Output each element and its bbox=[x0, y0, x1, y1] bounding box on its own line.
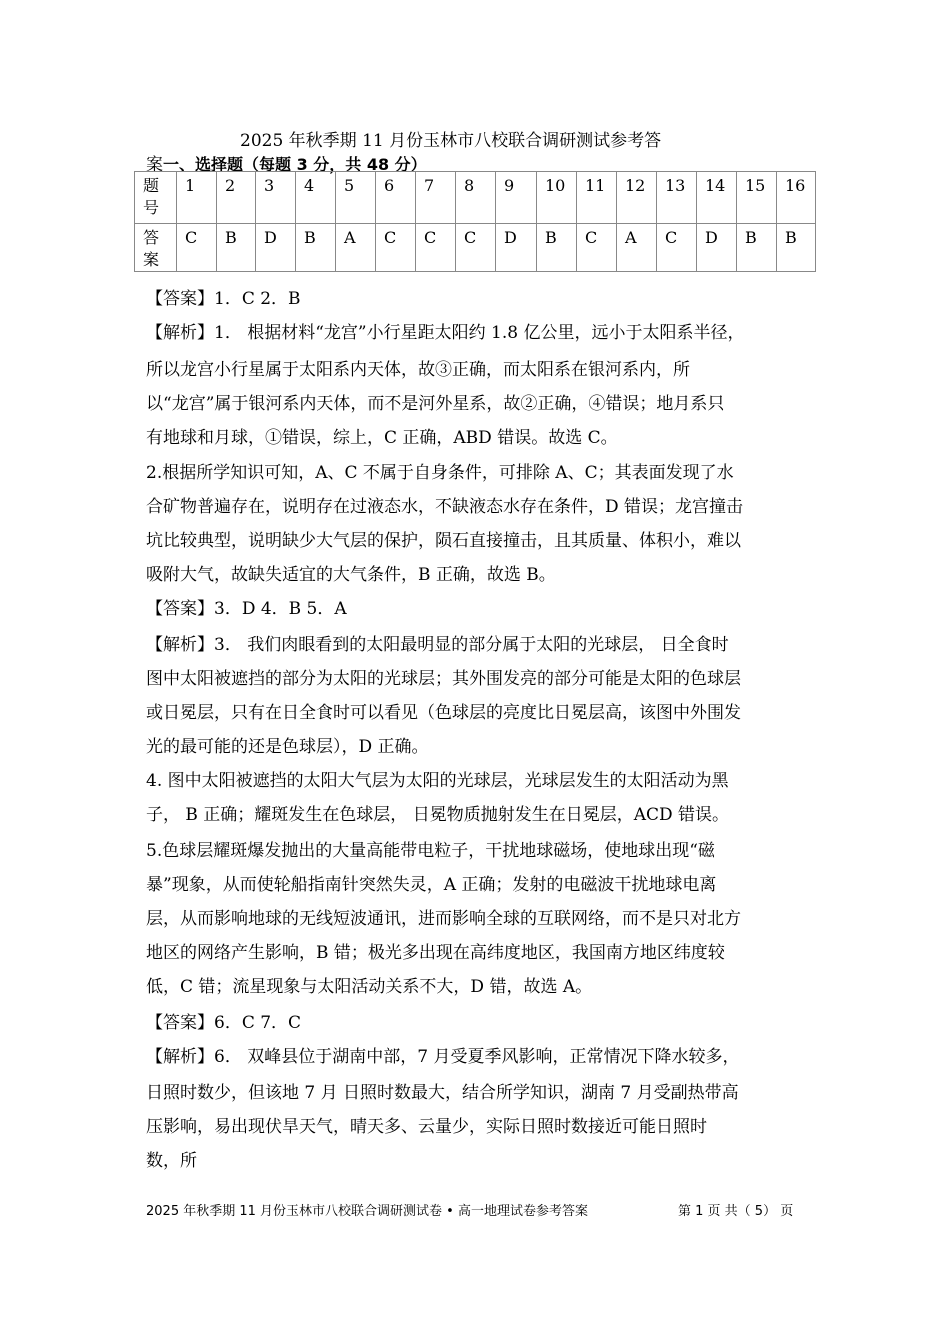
text-line: 以“龙宫”属于银河系内天体，而不是河外星系，故②正确，④错误；地月系只 bbox=[146, 394, 725, 414]
text-line: 4. 图中太阳被遮挡的太阳大气层为太阳的光球层，光球层发生的太阳活动为黑 bbox=[146, 771, 729, 791]
text-line: 图中太阳被遮挡的部分为太阳的光球层；其外围发亮的部分可能是太阳的色球层 bbox=[146, 669, 741, 689]
answer-cell: C bbox=[577, 224, 617, 272]
text-line: 所以龙宫小行星属于太阳系内天体，故③正确，而太阳系在银河系内，所 bbox=[146, 360, 690, 380]
answer-cell: C bbox=[376, 224, 416, 272]
question-number-cell: 6 bbox=[376, 172, 416, 224]
text-line: 坑比较典型，说明缺少大气层的保护，陨石直接撞击，且其质量、体积小，难以 bbox=[146, 531, 741, 551]
text-line: 【解析】3． 我们肉眼看到的太阳最明显的部分属于太阳的光球层， 日全食时 bbox=[146, 635, 729, 655]
answer-cell: D bbox=[496, 224, 537, 272]
answer-cell: D bbox=[697, 224, 737, 272]
answer-table bbox=[134, 171, 816, 272]
answer-cell: B bbox=[777, 224, 816, 272]
text-line: 或日冕层，只有在日全食时可以看见（色球层的亮度比日冕层高，该图中外围发 bbox=[146, 703, 741, 723]
text-line: 吸附大气，故缺失适宜的大气条件，B 正确，故选 B。 bbox=[146, 565, 556, 585]
question-number-cell: 12 bbox=[617, 172, 657, 224]
row-header-question: 题 号 bbox=[135, 172, 177, 224]
answer-cell: B bbox=[537, 224, 577, 272]
question-number-cell: 9 bbox=[496, 172, 537, 224]
text-line: 层，从而影响地球的无线短波通讯，进而影响全球的互联网络，而不是只对北方 bbox=[146, 909, 741, 929]
answer-row bbox=[135, 224, 816, 272]
text-line: 合矿物普遍存在，说明存在过液态水，不缺液态水存在条件，D 错误；龙宫撞击 bbox=[146, 497, 744, 517]
text-line: 子， B 正确；耀斑发生在色球层， 日冕物质抛射发生在日冕层，ACD 错误。 bbox=[146, 805, 730, 825]
footer-left: 2025 年秋季期 11 月份玉林市八校联合调研测试卷 • 高一地理试卷参考答案 bbox=[146, 1204, 588, 1219]
page-title: 2025 年秋季期 11 月份玉林市八校联合调研测试参考答 bbox=[240, 131, 662, 151]
question-number-cell: 16 bbox=[777, 172, 816, 224]
text-line: 【答案】1．C 2．B bbox=[146, 289, 301, 309]
answer-cell: C bbox=[416, 224, 456, 272]
question-number-cell: 13 bbox=[657, 172, 697, 224]
question-number-cell: 4 bbox=[296, 172, 336, 224]
text-line: 5.色球层耀斑爆发抛出的大量高能带电粒子，干扰地球磁场，使地球出现“磁 bbox=[146, 841, 715, 861]
answer-cell: A bbox=[617, 224, 657, 272]
section-heading: 一、选择题（每题 3 分，共 48 分） bbox=[163, 155, 427, 174]
answer-cell: B bbox=[296, 224, 336, 272]
answer-cell: C bbox=[456, 224, 496, 272]
question-number-cell: 11 bbox=[577, 172, 617, 224]
text-line: 【解析】1． 根据材料“龙宫”小行星距太阳约 1.8 亿公里，远小于太阳系半径， bbox=[146, 323, 745, 343]
text-line: 【答案】3．D 4．B 5．A bbox=[146, 599, 347, 619]
answer-cell: C bbox=[657, 224, 697, 272]
text-line: 暴”现象，从而使轮船指南针突然失灵，A 正确；发射的电磁波干扰地球电离 bbox=[146, 875, 717, 895]
answer-cell: B bbox=[217, 224, 256, 272]
question-number-cell: 14 bbox=[697, 172, 737, 224]
text-line: 光的最可能的还是色球层），D 正确。 bbox=[146, 737, 429, 757]
answer-cell: A bbox=[336, 224, 376, 272]
title-tail: 案 bbox=[146, 155, 163, 175]
text-line: 【答案】6．C 7．C bbox=[146, 1013, 302, 1033]
question-number-cell: 2 bbox=[217, 172, 256, 224]
text-line: 日照时数少，但该地 7 月 日照时数最大，结合所学知识，湖南 7 月受副热带高 bbox=[146, 1083, 739, 1103]
text-line: 【解析】6． 双峰县位于湖南中部，7 月受夏季风影响，正常情况下降水较多， bbox=[146, 1047, 740, 1067]
question-number-cell: 7 bbox=[416, 172, 456, 224]
answer-cell: B bbox=[737, 224, 777, 272]
row-header-answer: 答 案 bbox=[135, 224, 177, 272]
text-line: 2.根据所学知识可知，A、C 不属于自身条件，可排除 A、C；其表面发现了水 bbox=[146, 463, 734, 483]
text-line: 压影响，易出现伏旱天气，晴天多、云量少，实际日照时数接近可能日照时 bbox=[146, 1117, 707, 1137]
question-number-row bbox=[135, 172, 816, 224]
text-line: 有地球和月球，①错误，综上，C 正确，ABD 错误。故选 C。 bbox=[146, 428, 618, 448]
question-number-cell: 5 bbox=[336, 172, 376, 224]
question-number-cell: 8 bbox=[456, 172, 496, 224]
question-number-cell: 15 bbox=[737, 172, 777, 224]
text-line: 低，C 错；流星现象与太阳活动关系不大，D 错，故选 A。 bbox=[146, 977, 593, 997]
question-number-cell: 3 bbox=[256, 172, 296, 224]
text-line: 地区的网络产生影响，B 错；极光多出现在高纬度地区，我国南方地区纬度较 bbox=[146, 943, 725, 963]
answer-cell: C bbox=[177, 224, 217, 272]
question-number-cell: 10 bbox=[537, 172, 577, 224]
text-line: 数，所 bbox=[146, 1151, 197, 1171]
answer-cell: D bbox=[256, 224, 296, 272]
footer-page-number: 第 1 页 共（ 5） 页 bbox=[678, 1204, 794, 1219]
question-number-cell: 1 bbox=[177, 172, 217, 224]
